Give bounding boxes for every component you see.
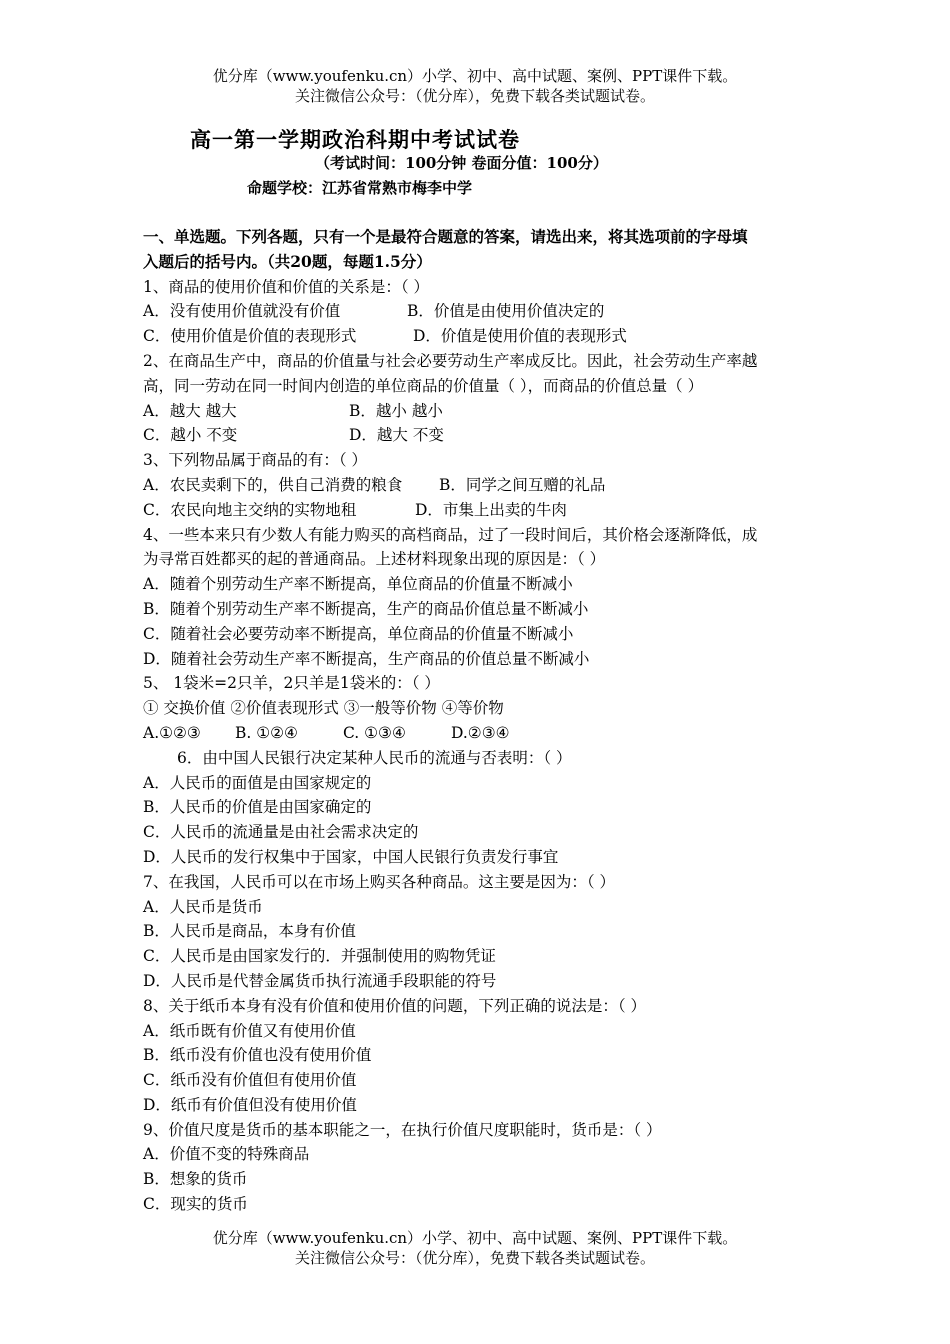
q1-option-d: D．价值是使用价值的表现形式 <box>413 327 627 346</box>
q8-option-d: D．纸币有价值但没有使用价值 <box>143 1095 357 1114</box>
q3-option-b: B．同学之间互赠的礼品 <box>439 475 606 494</box>
q3-options-cd <box>143 498 823 523</box>
q5-options <box>143 721 823 746</box>
q2-option-b: B．越小 越小 <box>349 401 443 420</box>
footer-line-1: 优分库（www.youfenku.cn）小学、初中、高中试题、案例、PPT课件下载。 <box>212 1229 738 1247</box>
exam-school: 命题学校：江苏省常熟市梅李中学 <box>247 179 473 197</box>
q6-option-c: C．人民币的流通量是由社会需求决定的 <box>143 823 419 842</box>
q2-stem-line-1: 2、在商品生产中，商品的价值量与社会必要劳动生产率成反比。因此，社会劳动生产率越 <box>143 351 758 370</box>
q8-option-a: A．纸币既有价值又有使用价值 <box>143 1021 356 1040</box>
q6-stem: 6．由中国人民银行决定某种人民币的流通与否表明：（ ） <box>177 748 572 767</box>
q7-option-c: C．人民币是由国家发行的．并强制使用的购物凭证 <box>143 947 496 966</box>
q5-option-c: C. ①③④ <box>343 723 406 742</box>
q9-stem: 9、价值尺度是货币的基本职能之一，在执行价值尺度职能时，货币是：（ ） <box>143 1120 662 1139</box>
footer-line-2: 关注微信公众号：（优分库），免费下载各类试题试卷。 <box>294 1249 655 1267</box>
q6-option-b: B．人民币的价值是由国家确定的 <box>143 798 372 817</box>
q4-option-d: D．随着社会劳动生产率不断提高，生产商品的价值总量不断减小 <box>143 649 590 668</box>
q4-option-c: C．随着社会必要劳动率不断提高，单位商品的价值量不断减小 <box>143 624 574 643</box>
q1-option-a: A．没有使用价值就没有价值 <box>143 302 341 321</box>
section-heading-line-1: 一、单选题。下列各题，只有一个是最符合题意的答案，请选出来，将其选项前的字母填 <box>143 227 748 246</box>
q1-option-c: C．使用价值是价值的表现形式 <box>143 327 357 346</box>
q3-stem: 3、下列物品属于商品的有：（ ） <box>143 451 368 470</box>
q7-stem: 7、在我国，人民币可以在市场上购买各种商品。这主要是因为：（ ） <box>143 872 616 891</box>
q5-option-a: A.①②③ <box>143 723 201 742</box>
questions-body <box>143 225 823 1217</box>
q5-option-d: D.②③④ <box>451 723 510 742</box>
q7-option-d: D．人民币是代替金属货币执行流通手段职能的符号 <box>143 971 497 990</box>
q3-option-d: D．市集上出卖的牛肉 <box>415 500 567 519</box>
q2-options-cd <box>143 423 823 448</box>
header-line-2: 关注微信公众号：（优分库），免费下载各类试题试卷。 <box>294 87 655 105</box>
q2-option-d: D．越大 不变 <box>349 426 444 445</box>
q2-options-ab <box>143 399 823 424</box>
q3-option-a: A．农民卖剩下的，供自己消费的粮食 <box>143 475 403 494</box>
exam-title: 高一第一学期政治科期中考试试卷 <box>190 127 520 152</box>
section-heading-line-2: 入题后的括号内。（共20题，每题1.5分） <box>143 251 432 271</box>
q6-option-a: A．人民币的面值是由国家规定的 <box>143 773 372 792</box>
q1-stem: 1、商品的使用价值和价值的关系是：（ ） <box>143 277 430 296</box>
q7-option-b: B．人民币是商品，本身有价值 <box>143 922 356 941</box>
q1-options-cd <box>143 324 823 349</box>
page-footer <box>0 1228 950 1268</box>
page-header <box>0 66 950 106</box>
q3-option-c: C．农民向地主交纳的实物地租 <box>143 500 357 519</box>
q4-option-b: B．随着个别劳动生产率不断提高，生产的商品价值总量不断减小 <box>143 599 589 618</box>
q6-option-d: D．人民币的发行权集中于国家，中国人民银行负责发行事宜 <box>143 847 559 866</box>
q9-option-c: C．现实的货币 <box>143 1195 248 1214</box>
q8-option-b: B．纸币没有价值也没有使用价值 <box>143 1046 372 1065</box>
q5-option-b: B. ①②④ <box>235 723 298 742</box>
q7-option-a: A．人民币是货币 <box>143 897 263 916</box>
q8-option-c: C．纸币没有价值但有使用价值 <box>143 1071 357 1090</box>
q4-option-a: A．随着个别劳动生产率不断提高，单位商品的价值量不断减小 <box>143 575 573 594</box>
header-line-1: 优分库（www.youfenku.cn）小学、初中、高中试题、案例、PPT课件下载。 <box>212 67 738 85</box>
q2-option-c: C．越小 不变 <box>143 426 238 445</box>
q2-stem-line-2: 高，同一劳动在同一时间内创造的单位商品的价值量（ ），而商品的价值总量（ ） <box>143 376 704 395</box>
q9-option-b: B．想象的货币 <box>143 1170 248 1189</box>
q4-stem-line-1: 4、一些本来只有少数人有能力购买的高档商品，过了一段时间后，其价格会逐渐降低，成 <box>143 525 758 544</box>
q5-stem: 5、 1袋米=2只羊，2只羊是1袋米的：（ ） <box>143 674 440 693</box>
q1-options-ab <box>143 299 823 324</box>
q1-option-b: B．价值是由使用价值决定的 <box>407 302 605 321</box>
exam-subtitle: （考试时间：100分钟 卷面分值：100分） <box>315 154 608 172</box>
q8-stem: 8、关于纸币本身有没有价值和使用价值的问题，下列正确的说法是：（ ） <box>143 996 647 1015</box>
q3-options-ab <box>143 473 823 498</box>
q9-option-a: A．价值不变的特殊商品 <box>143 1145 310 1164</box>
q2-option-a: A．越大 越大 <box>143 401 237 420</box>
q5-items: ① 交换价值 ②价值表现形式 ③一般等价物 ④等价物 <box>143 699 504 718</box>
q4-stem-line-2: 为寻常百姓都买的起的普通商品。上述材料现象出现的原因是：（ ） <box>143 550 606 569</box>
